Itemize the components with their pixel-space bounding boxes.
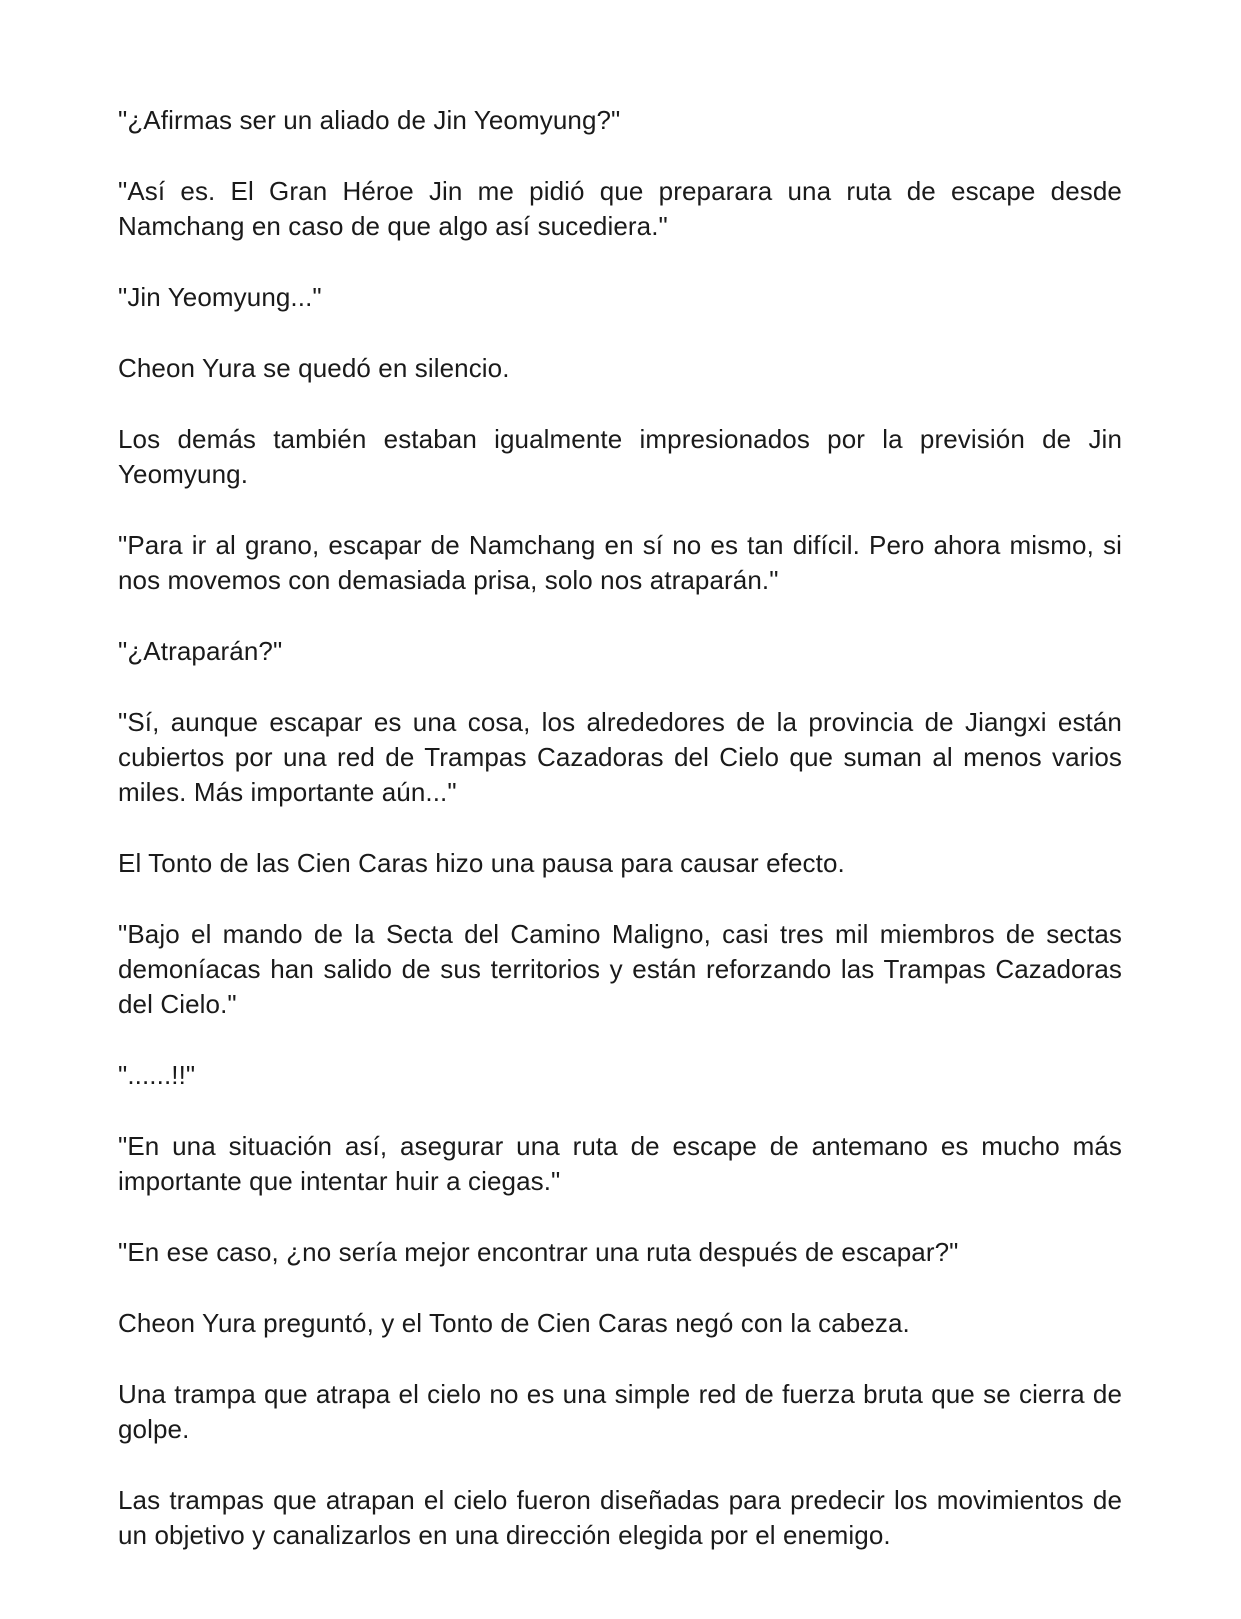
paragraph-4: Cheon Yura se quedó en silencio. xyxy=(118,353,510,383)
paragraph-10: "Bajo el mando de la Secta del Camino Maligno, casi tres mil miembros de sectas demoníacas han salido de sus territorios y están reforzando las Trampas Cazadoras del Cielo." xyxy=(118,919,1122,1019)
paragraph-8: "Sí, aunque escapar es una cosa, los alrededores de la provincia de Jiangxi están cubiertos por una red de Trampas Cazadoras del Cielo que suman al menos varios miles. Más importante aún..." xyxy=(118,707,1122,807)
paragraph-7: "¿Atraparán?" xyxy=(118,636,283,666)
paragraph-14: Cheon Yura preguntó, y el Tonto de Cien Caras negó con la cabeza. xyxy=(118,1308,910,1338)
paragraph-2: "Así es. El Gran Héroe Jin me pidió que preparara una ruta de escape desde Namchang en caso de que algo así sucediera." xyxy=(118,176,1122,241)
paragraph-3: "Jin Yeomyung..." xyxy=(118,282,322,312)
paragraph-12: "En una situación así, asegurar una ruta de escape de antemano es mucho más importante que intentar huir a ciegas." xyxy=(118,1131,1122,1196)
paragraph-1: "¿Afirmas ser un aliado de Jin Yeomyung?" xyxy=(118,105,621,135)
paragraph-11: "......!!" xyxy=(118,1060,196,1090)
paragraph-16: Las trampas que atrapan el cielo fueron diseñadas para predecir los movimientos de un objetivo y canalizarlos en una dirección elegida por el enemigo. xyxy=(118,1485,1122,1550)
paragraph-6: "Para ir al grano, escapar de Namchang en sí no es tan difícil. Pero ahora mismo, si nos movemos con demasiada prisa, solo nos atraparán." xyxy=(118,530,1122,595)
paragraph-15: Una trampa que atrapa el cielo no es una simple red de fuerza bruta que se cierra de golpe. xyxy=(118,1379,1122,1444)
paragraph-9: El Tonto de las Cien Caras hizo una pausa para causar efecto. xyxy=(118,848,845,878)
paragraph-13: "En ese caso, ¿no sería mejor encontrar una ruta después de escapar?" xyxy=(118,1237,959,1267)
paragraph-5: Los demás también estaban igualmente impresionados por la previsión de Jin Yeomyung. xyxy=(118,424,1122,489)
document-body xyxy=(118,103,1122,1589)
